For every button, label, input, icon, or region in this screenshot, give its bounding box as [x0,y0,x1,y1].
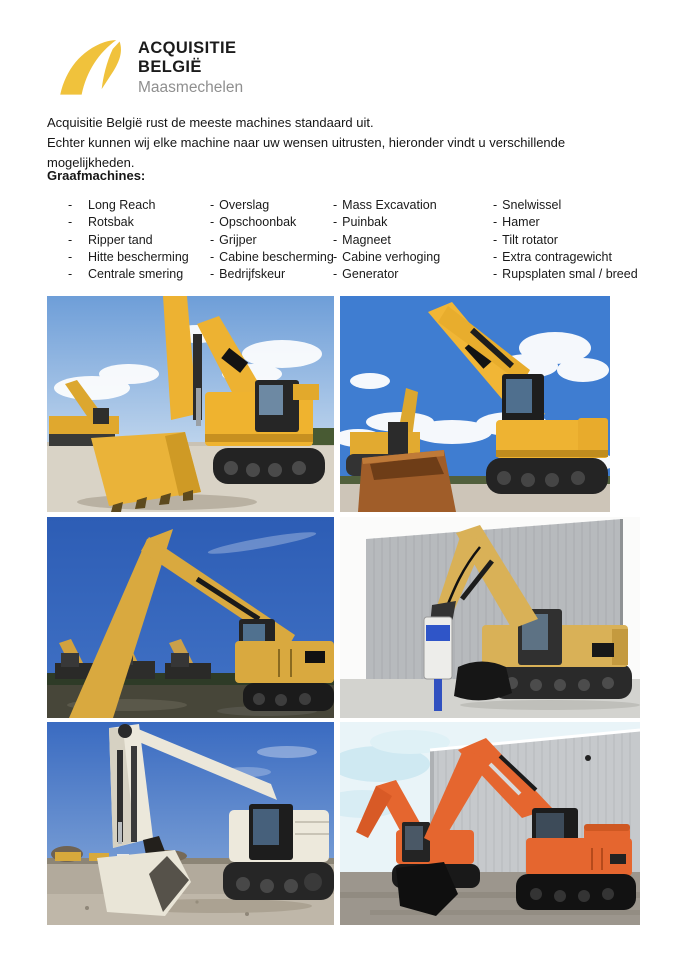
logo-title-line2: BELGIË [138,58,202,76]
section-heading: Graafmachines: [47,168,146,183]
logo-text [138,38,243,97]
list-item [493,232,638,249]
options-column-2 [210,197,334,283]
list-item [210,266,334,283]
option-label: Tilt rotator [502,232,558,247]
logo-swoosh-icon [57,38,127,96]
options-list [47,197,647,287]
photo-cat-hammer-warehouse [340,517,640,718]
list-item [333,249,440,266]
photo-orange-excavators [340,722,640,925]
option-label: Extra contragewicht [502,249,612,264]
option-label: Ripper tand [88,232,153,247]
list-item [210,249,334,266]
bullet-dash: - [210,249,215,264]
option-label: Overslag [219,198,270,212]
bullet-dash: - [493,215,498,230]
option-label: Cabine verhoging [342,249,441,264]
photo-cat-long-reach-clouds [340,296,610,512]
bullet-dash: - [68,215,73,230]
list-item [493,214,638,231]
intro-paragraph [47,113,655,173]
list-item [493,249,638,266]
options-column-4 [493,197,638,283]
option-label: Puinbak [342,215,388,230]
photo-white-excavator [47,722,334,925]
list-item [210,214,334,231]
bullet-dash: - [68,198,73,212]
bullet-dash: - [333,198,338,212]
option-label: Magneet [342,232,391,247]
option-label: Opschoonbak [219,215,297,230]
bullet-dash: - [68,249,73,264]
bullet-dash: - [68,232,73,247]
bullet-dash: - [210,215,215,230]
list-item [68,266,189,283]
list-item [210,232,334,249]
list-item [68,197,189,214]
option-label: Rotsbak [88,215,134,230]
list-item [493,197,638,214]
option-label: Generator [342,267,399,282]
photo-cat-long-reach-lineup [47,517,334,718]
rusty-bucket [358,450,456,512]
list-item [210,197,334,214]
bullet-dash: - [210,232,215,247]
photo-grid [47,296,640,925]
list-item [333,214,440,231]
list-item [333,197,440,214]
list-item [68,214,189,231]
bullet-dash: - [210,198,215,212]
bullet-dash: - [493,232,498,247]
list-item [333,266,440,283]
bullet-dash: - [68,267,73,282]
logo-subtitle: Maasmechelen [138,79,244,96]
bucket [91,432,201,512]
option-label: Hamer [502,215,540,230]
option-label: Cabine bescherming [219,249,334,264]
option-label: Long Reach [88,198,156,212]
bullet-dash: - [333,249,338,264]
bucket [454,662,512,701]
bullet-dash: - [333,215,338,230]
shadow [460,700,640,710]
option-label: Snelwissel [502,198,562,212]
bullet-dash: - [210,267,215,282]
list-item [493,266,638,283]
option-label: Hitte bescherming [88,249,189,264]
option-label: Rupsplaten smal / breed [502,267,638,282]
bullet-dash: - [493,249,498,264]
option-label: Centrale smering [88,267,184,282]
bullet-dash: - [493,267,498,282]
company-logo [57,38,243,97]
list-item [68,249,189,266]
list-item [68,232,189,249]
option-label: Mass Excavation [342,198,437,212]
bullet-dash: - [333,232,338,247]
intro-line-2: Echter kunnen wij elke machine naar uw wensen uitrusten, hieronder vindt u verschillende mogelijkheden. [47,135,566,170]
option-label: Bedrijfskeur [219,267,286,282]
intro-line-1: Acquisitie België rust de meeste machines standaard uit. [47,115,374,130]
option-label: Grijper [219,232,257,247]
options-column-3 [333,197,440,283]
list-item [333,232,440,249]
bullet-dash: - [493,198,498,212]
photo-cat-excavator-bucket [47,296,334,512]
options-column-1 [68,197,189,283]
logo-title-line1: ACQUISITIE [138,39,237,57]
bullet-dash: - [333,267,338,282]
